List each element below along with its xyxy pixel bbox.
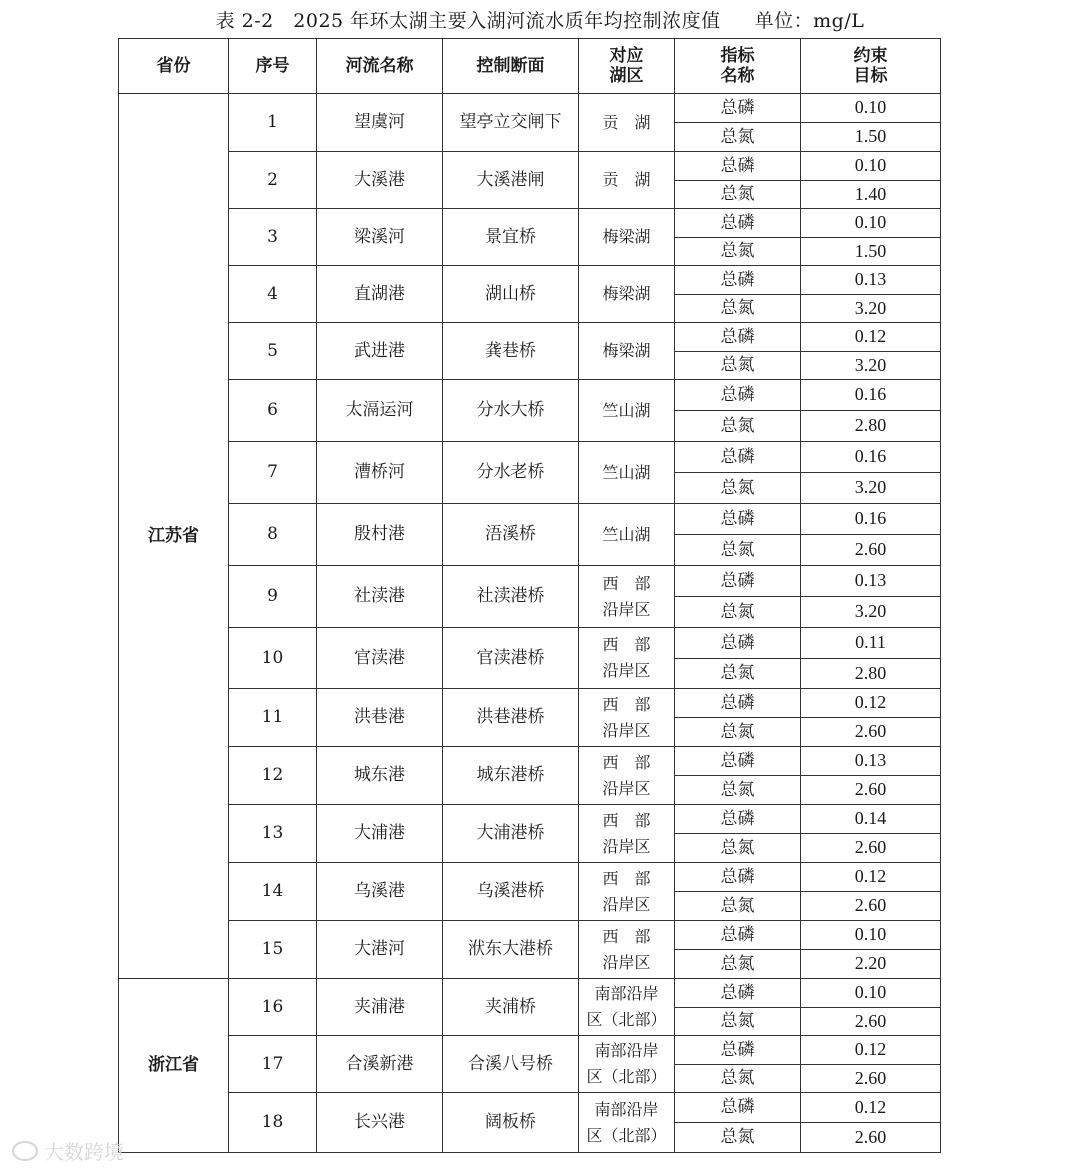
indicator-cell: 总磷 [675, 805, 801, 834]
target-value-cell: 2.60 [801, 718, 941, 747]
river-name-cell: 大浦港 [317, 805, 443, 863]
lake-area-cell [579, 1093, 675, 1153]
target-value-cell: 3.20 [801, 597, 941, 628]
lake-area-cell [579, 863, 675, 921]
caption-unit: 单位：mg/L [754, 10, 865, 32]
indicator-cell: 总氮 [675, 776, 801, 805]
indicator-cell: 总氮 [675, 1008, 801, 1036]
indicator-cell: 总磷 [675, 566, 801, 597]
target-value-cell: 1.50 [801, 238, 941, 266]
lake-area-line2: 沿岸区 [602, 952, 651, 972]
river-name-cell: 城东港 [317, 747, 443, 805]
control-section-cell: 乌溪港桥 [443, 863, 579, 921]
indicator-cell: 总磷 [675, 380, 801, 411]
target-value-cell: 0.13 [801, 747, 941, 776]
lake-area-line1: 竺山湖 [602, 462, 651, 482]
river-name-cell: 武进港 [317, 323, 443, 380]
lake-area-line2: 区（北部） [586, 1125, 667, 1145]
header-section: 控制断面 [443, 39, 579, 94]
lake-area-cell [579, 266, 675, 323]
header-indicator-line1: 指标 [720, 45, 755, 66]
target-value-cell: 0.10 [801, 209, 941, 238]
seq-cell: 1 [229, 94, 317, 152]
river-name-cell: 大港河 [317, 921, 443, 979]
header-indicator-line2: 名称 [720, 66, 755, 86]
province-cell: 浙江省 [119, 979, 229, 1153]
indicator-cell: 总氮 [675, 597, 801, 628]
river-name-cell: 漕桥河 [317, 442, 443, 504]
seq-cell: 17 [229, 1036, 317, 1093]
header-lake-line2: 湖区 [609, 66, 644, 86]
indicator-cell: 总氮 [675, 535, 801, 566]
lake-area-cell [579, 94, 675, 152]
lake-area-cell [579, 152, 675, 209]
lake-area-line2: 区（北部） [586, 1010, 667, 1029]
lake-area-line2: 区（北部） [586, 1067, 667, 1086]
caption-title: 表 2-2 2025 年环太湖主要入湖河流水质年均控制浓度值 [215, 10, 721, 32]
indicator-cell: 总氮 [675, 473, 801, 504]
river-name-cell: 殷村港 [317, 504, 443, 566]
header-target-line1: 约束 [853, 45, 888, 66]
target-value-cell: 0.10 [801, 921, 941, 950]
lake-area-line2: 沿岸区 [602, 894, 651, 914]
indicator-cell: 总磷 [675, 266, 801, 295]
seq-cell: 16 [229, 979, 317, 1036]
control-section-cell: 官渎港桥 [443, 628, 579, 689]
lake-area-cell [579, 504, 675, 566]
header-lake [579, 39, 675, 94]
indicator-cell: 总氮 [675, 238, 801, 266]
table-row [119, 1093, 941, 1123]
indicator-cell: 总磷 [675, 979, 801, 1008]
lake-area-line2: 沿岸区 [602, 720, 651, 740]
target-value-cell: 0.16 [801, 504, 941, 535]
target-value-cell: 2.60 [801, 1123, 941, 1153]
control-section-cell: 城东港桥 [443, 747, 579, 805]
lake-area-line1: 竺山湖 [602, 400, 651, 420]
river-name-cell: 乌溪港 [317, 863, 443, 921]
seq-cell: 2 [229, 152, 317, 209]
target-value-cell: 3.20 [801, 473, 941, 504]
lake-area-line1: 南部沿岸 [594, 1041, 659, 1061]
target-value-cell: 0.12 [801, 1036, 941, 1065]
indicator-cell: 总氮 [675, 411, 801, 442]
target-value-cell: 2.60 [801, 535, 941, 566]
lake-area-line1: 梅梁湖 [602, 284, 651, 304]
indicator-cell: 总磷 [675, 94, 801, 123]
target-value-cell: 2.80 [801, 659, 941, 689]
indicator-cell: 总氮 [675, 1123, 801, 1153]
target-value-cell: 0.12 [801, 863, 941, 892]
indicator-cell: 总磷 [675, 504, 801, 535]
river-name-cell: 长兴港 [317, 1093, 443, 1153]
river-name-cell: 直湖港 [317, 266, 443, 323]
indicator-cell: 总氮 [675, 123, 801, 152]
table-row [119, 380, 941, 411]
lake-area-cell [579, 689, 675, 747]
target-value-cell: 3.20 [801, 352, 941, 380]
lake-area-cell [579, 747, 675, 805]
seq-cell: 14 [229, 863, 317, 921]
lake-area-line2: 沿岸区 [602, 599, 651, 619]
target-value-cell: 0.13 [801, 566, 941, 597]
lake-area-line1: 西 部 [602, 752, 651, 772]
watermark [12, 1136, 124, 1165]
indicator-cell: 总氮 [675, 834, 801, 863]
table-row [119, 747, 941, 776]
control-section-cell: 洪巷港桥 [443, 689, 579, 747]
lake-area-line2: 沿岸区 [602, 778, 651, 798]
header-seq: 序号 [229, 39, 317, 94]
header-target [801, 39, 941, 94]
seq-cell: 8 [229, 504, 317, 566]
control-section-cell: 望亭立交闸下 [443, 94, 579, 152]
seq-cell: 12 [229, 747, 317, 805]
target-value-cell: 0.10 [801, 979, 941, 1008]
seq-cell: 15 [229, 921, 317, 979]
control-section-cell: 大浦港桥 [443, 805, 579, 863]
seq-cell: 5 [229, 323, 317, 380]
watermark-text: 大数跨境 [44, 1140, 124, 1164]
indicator-cell: 总磷 [675, 152, 801, 181]
target-value-cell: 0.12 [801, 323, 941, 352]
target-value-cell: 2.60 [801, 776, 941, 805]
indicator-cell: 总磷 [675, 442, 801, 473]
table-row [119, 209, 941, 238]
control-section-cell: 洑东大港桥 [443, 921, 579, 979]
table-row [119, 689, 941, 718]
target-value-cell: 2.60 [801, 1008, 941, 1036]
lake-area-line2: 沿岸区 [602, 661, 651, 680]
seq-cell: 7 [229, 442, 317, 504]
indicator-cell: 总磷 [675, 863, 801, 892]
seq-cell: 3 [229, 209, 317, 266]
lake-area-cell [579, 442, 675, 504]
target-value-cell: 2.60 [801, 1065, 941, 1093]
river-name-cell: 太滆运河 [317, 380, 443, 442]
control-section-cell: 大溪港闸 [443, 152, 579, 209]
indicator-cell: 总氮 [675, 718, 801, 747]
header-row [119, 39, 941, 94]
indicator-cell: 总氮 [675, 659, 801, 689]
table-body [119, 94, 941, 1153]
lake-area-cell [579, 323, 675, 380]
table-row [119, 805, 941, 834]
lake-area-cell [579, 921, 675, 979]
river-name-cell: 夹浦港 [317, 979, 443, 1036]
indicator-cell: 总氮 [675, 295, 801, 323]
table-row [119, 1036, 941, 1065]
river-name-cell: 大溪港 [317, 152, 443, 209]
control-section-cell: 社渎港桥 [443, 566, 579, 628]
control-section-cell: 阔板桥 [443, 1093, 579, 1153]
control-section-cell: 龚巷桥 [443, 323, 579, 380]
target-value-cell: 2.60 [801, 892, 941, 921]
indicator-cell: 总磷 [675, 209, 801, 238]
indicator-cell: 总磷 [675, 323, 801, 352]
control-section-cell: 湖山桥 [443, 266, 579, 323]
lake-area-cell [579, 628, 675, 689]
header-target-line2: 目标 [853, 66, 888, 86]
lake-area-cell [579, 1036, 675, 1093]
lake-area-line1: 南部沿岸 [594, 984, 659, 1004]
seq-cell: 6 [229, 380, 317, 442]
river-name-cell: 社渎港 [317, 566, 443, 628]
indicator-cell: 总磷 [675, 1036, 801, 1065]
table-row [119, 152, 941, 181]
lake-area-cell [579, 209, 675, 266]
target-value-cell: 0.10 [801, 94, 941, 123]
header-indicator [675, 39, 801, 94]
indicator-cell: 总磷 [675, 1093, 801, 1123]
seq-cell: 9 [229, 566, 317, 628]
river-name-cell: 官渎港 [317, 628, 443, 689]
province-cell: 江苏省 [119, 94, 229, 979]
lake-area-line1: 梅梁湖 [602, 341, 651, 361]
table-row [119, 979, 941, 1008]
control-section-cell: 分水老桥 [443, 442, 579, 504]
table-row [119, 566, 941, 597]
river-name-cell: 合溪新港 [317, 1036, 443, 1093]
lake-area-cell [579, 979, 675, 1036]
header-river: 河流名称 [317, 39, 443, 94]
lake-area-line1: 西 部 [602, 868, 651, 888]
target-value-cell: 1.50 [801, 123, 941, 152]
target-value-cell: 2.60 [801, 834, 941, 863]
watermark-logo-icon [12, 1141, 38, 1161]
target-value-cell: 0.12 [801, 1093, 941, 1123]
lake-area-line2: 沿岸区 [602, 836, 651, 856]
target-value-cell: 0.13 [801, 266, 941, 295]
control-section-cell: 夹浦桥 [443, 979, 579, 1036]
target-value-cell: 2.20 [801, 950, 941, 979]
lake-area-line1: 西 部 [602, 573, 651, 593]
lake-area-line1: 西 部 [602, 926, 651, 946]
indicator-cell: 总氮 [675, 352, 801, 380]
control-section-cell: 分水大桥 [443, 380, 579, 442]
table-row [119, 94, 941, 123]
indicator-cell: 总磷 [675, 921, 801, 950]
lake-area-line1: 南部沿岸 [594, 1099, 659, 1119]
target-value-cell: 0.10 [801, 152, 941, 181]
header-lake-line1: 对应 [609, 45, 644, 66]
indicator-cell: 总氮 [675, 892, 801, 921]
lake-area-line1: 西 部 [602, 810, 651, 830]
seq-cell: 4 [229, 266, 317, 323]
control-section-cell: 合溪八号桥 [443, 1036, 579, 1093]
lake-area-line1: 西 部 [602, 694, 651, 714]
seq-cell: 11 [229, 689, 317, 747]
table-row [119, 504, 941, 535]
indicator-cell: 总氮 [675, 950, 801, 979]
indicator-cell: 总氮 [675, 181, 801, 209]
lake-area-line1: 梅梁湖 [602, 227, 651, 247]
target-value-cell: 1.40 [801, 181, 941, 209]
lake-area-cell [579, 566, 675, 628]
table-caption [0, 6, 1080, 33]
indicator-cell: 总氮 [675, 1065, 801, 1093]
lake-area-line1: 贡 湖 [602, 112, 651, 132]
target-value-cell: 0.16 [801, 442, 941, 473]
river-name-cell: 洪巷港 [317, 689, 443, 747]
control-section-cell: 浯溪桥 [443, 504, 579, 566]
indicator-cell: 总磷 [675, 689, 801, 718]
seq-cell: 18 [229, 1093, 317, 1153]
lake-area-cell [579, 380, 675, 442]
lake-area-line1: 竺山湖 [602, 524, 651, 544]
table-row [119, 921, 941, 950]
target-value-cell: 2.80 [801, 411, 941, 442]
water-quality-table [118, 38, 941, 1153]
target-value-cell: 3.20 [801, 295, 941, 323]
lake-area-cell [579, 805, 675, 863]
target-value-cell: 0.11 [801, 628, 941, 659]
table-row [119, 266, 941, 295]
table-row [119, 628, 941, 659]
lake-area-line1: 西 部 [602, 635, 651, 655]
indicator-cell: 总磷 [675, 747, 801, 776]
table-row [119, 442, 941, 473]
header-province: 省份 [119, 39, 229, 94]
indicator-cell: 总磷 [675, 628, 801, 659]
target-value-cell: 0.14 [801, 805, 941, 834]
table-row [119, 863, 941, 892]
target-value-cell: 0.16 [801, 380, 941, 411]
target-value-cell: 0.12 [801, 689, 941, 718]
river-name-cell: 梁溪河 [317, 209, 443, 266]
river-name-cell: 望虞河 [317, 94, 443, 152]
seq-cell: 10 [229, 628, 317, 689]
seq-cell: 13 [229, 805, 317, 863]
lake-area-line1: 贡 湖 [602, 170, 651, 190]
table-row [119, 323, 941, 352]
control-section-cell: 景宜桥 [443, 209, 579, 266]
